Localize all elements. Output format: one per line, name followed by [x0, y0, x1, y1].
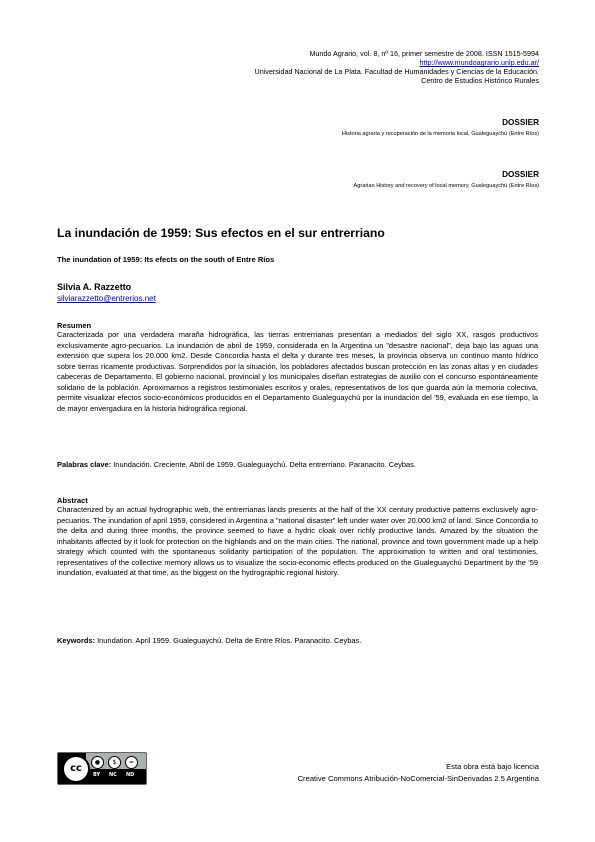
cc-logo-icon: cc: [62, 755, 90, 783]
license-line-1: Esta obra está bajo licencia: [446, 762, 539, 771]
university-line: Universidad Nacional de La Plata. Facultad de Humanidades y Ciencias de la Educación.: [254, 67, 539, 76]
by-person-icon: ●: [91, 756, 104, 769]
dossier-subtitle-es: Historia agraria y recuperación de la memoria local, Gualeguaychú (Entre Ríos): [341, 131, 539, 137]
nc-dollar-icon: $: [108, 756, 121, 769]
badge-nd-label: ND: [126, 772, 135, 778]
badge-nc-label: NC: [109, 772, 117, 778]
license-line-2[interactable]: Creative Commons Atribución-NoComercial-SinDerivadas 2.5 Argentina: [297, 774, 539, 783]
palabras-clave-label: Palabras clave:: [57, 460, 112, 469]
dossier-subtitle-en: Agrarian History and recovery of local memory, Gualeguaychú (Entre Ríos): [353, 183, 539, 189]
nd-equals-icon: =: [125, 756, 138, 769]
article-subtitle-en: The inundation of 1959: Its efects on the south of Entre Ríos: [57, 255, 275, 264]
abstract-heading: Abstract: [57, 496, 88, 505]
creative-commons-badge[interactable]: [57, 752, 147, 785]
author-name: Silvia A. Razzetto: [57, 282, 132, 292]
journal-url-link[interactable]: http://www.mundoagrario.unlp.edu.ar/: [419, 58, 539, 67]
palabras-clave-text: Inundación. Creciente. Abril de 1959. Gualeguaychú. Delta entrerriano. Paranacito. Ceybas.: [111, 460, 416, 469]
center-line: Centro de Estudios Histórico Rurales: [421, 76, 539, 85]
journal-line: Mundo Agrario, vol. 8, nº 16, primer semestre de 2008. ISSN 1515-5994: [309, 49, 539, 58]
abstract-text: Characterized by an actual hydrographic web, the entrerrianas lands presents at the half of the XX century productive patterns exclusively agro-pecuarios. The inundation of april 1959, considered in Argentina a "national disaster" left under water over 20.000 km2 of land. Since Concordia to the delta and during three months, the province seemed to have a hydric cloak over richly productive lands. Amazed by the situation the inhabitants affected by it look for protection on the highlands and on the main cities. The national, province and town government made up a help strategy which counted with the spontaneous solidarity participation of the population. The approximation to written and oral testimonies, representatives of the collective memory allows us to visualize the socio-economic effects produced on the Gualeguaychú Department by the '59 inundation, evaluated at that time, as the biggest on the hydrographic regional history.: [57, 505, 538, 578]
keywords-text: Inundation. April 1959. Gualeguaychú. Delta de Entre Ríos. Paranacito. Ceybas.: [95, 636, 362, 645]
dossier-heading-en: DOSSIER: [502, 170, 539, 179]
palabras-clave: [57, 460, 538, 471]
badge-by-label: BY: [93, 772, 101, 778]
article-title: La inundación de 1959: Sus efectos en el sur entrerriano: [57, 226, 385, 240]
keywords: [57, 636, 538, 647]
resumen-text: Caracterizada por una verdadera maraña hidrográfica, las tierras entrerrianas presentan a mediados del siglo XX, rasgos productivos exclusivamente agro-pecuarios. La inundación de abril de 1959, considerada en la Argentina un "desastre nacional", deja bajo las aguas una extensión que supera los 20.000 km2. Desde Concordia hasta el delta y durante tres meses, la provincia observa un continuo manto hídrico sobre tierras ricamente productivas. Sorprendidos por la situación, los pobladores afectados buscan protección en las zonas altas y en ciudades cabeceras de Departamento. El gobierno nacional, provincial y los municipales diseñan estrategias de auxilio con el concurso espontáneamente solidario de la población. Aproximarnos a registros testimoniales escritos y orales, representativos de los que guarda aún la memoria colectiva, permite visualizar efectos socio-económicos producidos en el Departamento Gualeguaychú por la inundación del '59, evaluada en ese tiempo, la de mayor envergadura en la historia hidrográfica regional.: [57, 330, 538, 413]
dossier-heading-es: DOSSIER: [502, 118, 539, 127]
resumen-heading: Resumen: [57, 321, 92, 330]
keywords-label: Keywords:: [57, 636, 96, 645]
author-email-link[interactable]: silviarazzetto@entrerios.net: [57, 294, 156, 303]
